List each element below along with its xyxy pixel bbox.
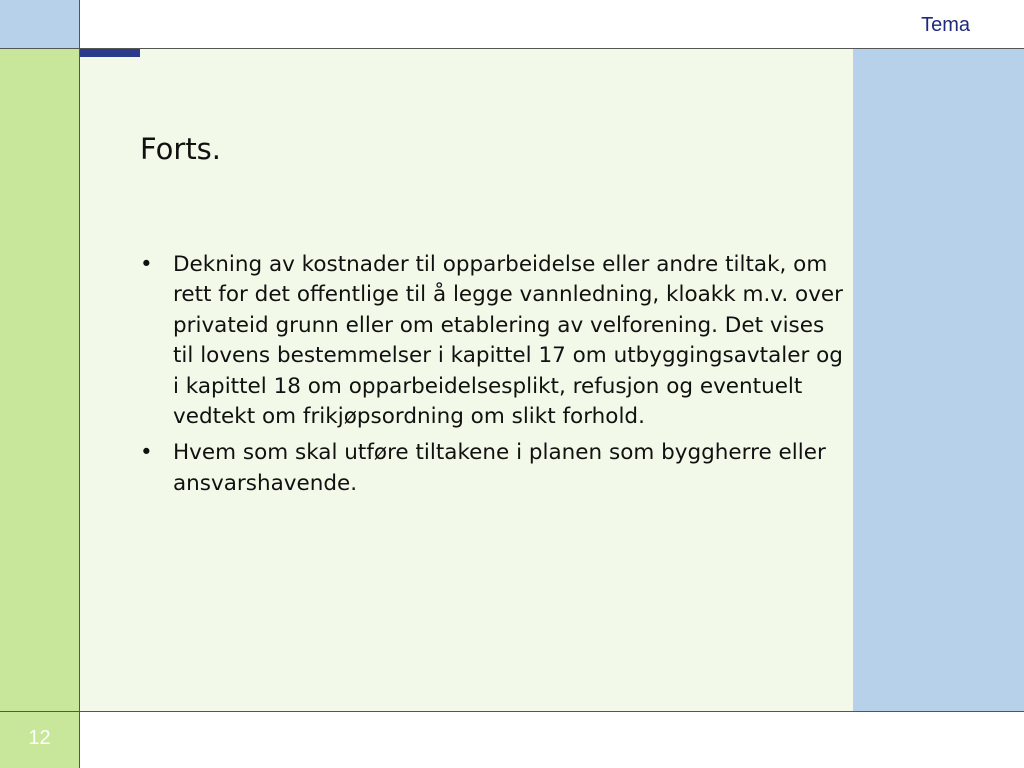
header-divider [0, 48, 1024, 49]
bullet-text: Hvem som skal utføre tiltakene i planen som byggherre eller ansvarshavende. [173, 440, 826, 496]
bullet-marker: • [140, 440, 153, 466]
right-decorative-strip [853, 49, 1024, 711]
bullet-list [140, 250, 845, 505]
left-decorative-strip [0, 49, 79, 711]
slide-number: 12 [28, 727, 51, 749]
top-left-block [0, 0, 79, 48]
accent-bar [80, 49, 140, 57]
header-topic: Tema [921, 14, 970, 36]
vertical-divider [79, 0, 80, 768]
footer-divider [0, 711, 1024, 712]
bullet-marker: • [140, 252, 153, 277]
slide-title: Forts. [140, 132, 222, 166]
bullet-text: Dekning av kostnader til opparbeidelse eller andre tiltak, om rett for det offentlige til å legge vannledning, kloakk m.v. over privateid grunn eller om etablering av velforening. Det vises til lovens bestemmelser i kapittel 17 om utbyggingsavtaler og i kapittel 18 om opparbeidelsesplikt, refusjon og eventuelt vedtekt om frikjøpsordning om slikt forhold. [173, 252, 843, 430]
bullet-item [140, 438, 845, 499]
bullet-item [140, 250, 845, 432]
